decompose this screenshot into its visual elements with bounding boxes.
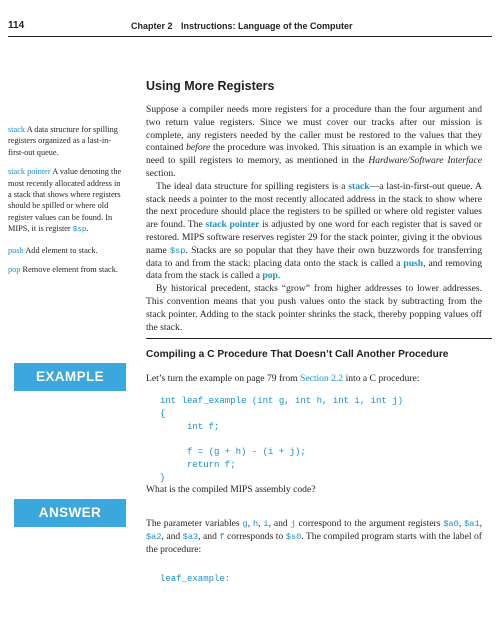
register-sp: $sp xyxy=(170,245,186,256)
term-push: push xyxy=(403,257,424,269)
gloss-pop: pop Remove element from stack. xyxy=(8,265,118,275)
chapter-label: Chapter 2 xyxy=(131,21,173,31)
gloss-stack: stack A data structure for spilling registers organized as a last-in-first-out queue. xyxy=(8,125,118,157)
main-text xyxy=(146,104,482,334)
page-header xyxy=(8,20,492,37)
gloss-push: push Add element to stack. xyxy=(8,245,98,255)
example-intro: Let’s turn the example on page 79 from Section 2.2 into a C procedure: xyxy=(146,373,420,384)
c-code-block: int leaf_example (int g, int h, int i, int j) { int f; f = (g + h) - (i + j); return f; } xyxy=(160,396,404,483)
gloss-stack-pointer: stack pointer A value denoting the most recently allocated address in a stack that shows where registers should be spilled or where old register values can be found. In MIPS, it is register $sp. xyxy=(8,167,122,235)
paragraph-2: The ideal data structure for spilling registers is a stack—a last-in-first-out queue. A stack needs a pointer to the most recently allocated address in the stack to show where the next procedure should place the registers to be spilled or where old register values are found. The stack pointer is adjusted by one word for each register that is saved or restored. MIPS software reserves register 29 for the stack pointer, giving it the obvious name $sp. Stacks are so popular that they have their own buzzwords for transferring data to and from the stack: placing data onto the stack is called a push, and removing data from the stack is called a pop. xyxy=(146,180,482,282)
term-stack: stack xyxy=(348,180,370,192)
page-number: 114 xyxy=(8,20,25,31)
example-badge: EXAMPLE xyxy=(14,363,126,391)
chapter-heading xyxy=(131,21,353,31)
section-divider xyxy=(146,338,492,339)
section-title: Using More Registers xyxy=(146,79,275,93)
term-pop: pop xyxy=(262,270,278,282)
example-title: Compiling a C Procedure That Doesn’t Call Another Procedure xyxy=(146,349,449,360)
term-stack-pointer: stack pointer xyxy=(205,219,260,231)
paragraph-1: Suppose a compiler needs more registers for a procedure than the four argument and two return value registers. Since we must cover our tracks after our mission is complete, any registers needed by the caller must be restored to the values that they contained before the procedure was invoked. This situation is an example in which we need to spill registers to memory, as mentioned in the Hardware/Software Interface section. xyxy=(146,104,482,179)
answer-code-label: leaf_example: xyxy=(160,574,231,584)
margin-glossary xyxy=(8,124,126,283)
example-question: What is the compiled MIPS assembly code? xyxy=(146,484,316,495)
answer-badge: ANSWER xyxy=(14,499,126,527)
answer-text: The parameter variables g, h, i, and j correspond to the argument registers $a0, $a1, $a2, and $a3, and f corresponds to $s0. The compiled program starts with the label of the procedure: xyxy=(146,518,483,555)
section-link[interactable]: Section 2.2 xyxy=(300,373,344,384)
paragraph-3: By historical precedent, stacks “grow” from higher addresses to lower addresses. This convention means that you push values onto the stack by subtracting from the stack pointer. Adding to the stack pointer shrinks the stack, thereby popping values off the stack. xyxy=(146,283,482,333)
chapter-title: Instructions: Language of the Computer xyxy=(181,21,353,31)
